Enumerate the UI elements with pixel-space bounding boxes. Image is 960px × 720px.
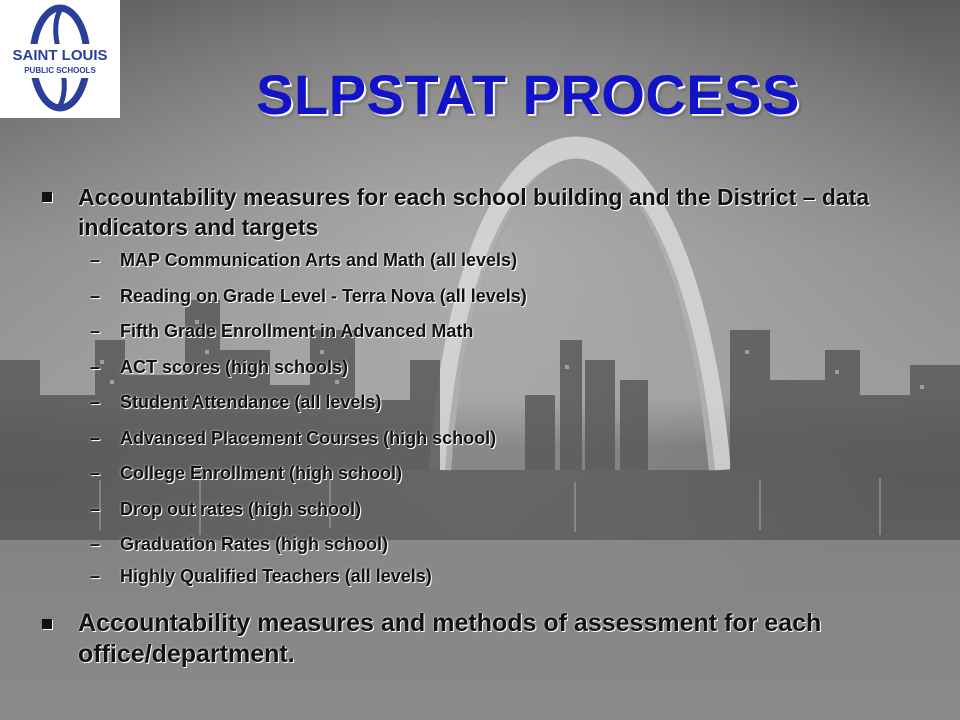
bullet-school-measures xyxy=(38,182,930,242)
square-bullet-icon xyxy=(42,192,52,202)
list-item xyxy=(90,355,930,391)
bullet-text: Accountability measures and methods of assessment for each office/department. xyxy=(78,609,822,668)
list-item-text: Fifth Grade Enrollment in Advanced Math xyxy=(120,321,474,341)
list-item xyxy=(90,497,930,533)
bullet-office-measures xyxy=(38,608,930,670)
slide-title: SLPSTAT PROCESS xyxy=(256,63,800,126)
list-item xyxy=(90,390,930,426)
list-item xyxy=(90,284,930,320)
list-item-text: Drop out rates (high school) xyxy=(120,498,361,519)
dash-marker: – xyxy=(90,321,101,341)
dash-marker: – xyxy=(90,285,101,306)
list-item-text: Advanced Placement Courses (high school) xyxy=(120,427,497,448)
bullet-text: Accountability measures for each school building and the District – data indicators and targets xyxy=(78,184,870,240)
list-item-text: Graduation Rates (high school) xyxy=(120,534,389,554)
dash-marker: – xyxy=(90,534,101,554)
dash-marker: – xyxy=(90,427,101,448)
list-item xyxy=(90,319,930,355)
list-item-text: Highly Qualified Teachers (all levels) xyxy=(120,566,432,586)
list-item xyxy=(90,564,930,596)
dash-marker: – xyxy=(90,356,101,377)
list-item xyxy=(90,461,930,497)
list-item-text: Reading on Grade Level - Terra Nova (all levels) xyxy=(120,285,527,306)
list-item xyxy=(90,248,930,284)
dash-marker: – xyxy=(90,250,101,270)
logo-line-2: PUBLIC SCHOOLS xyxy=(24,66,96,75)
list-item-text: MAP Communication Arts and Math (all levels) xyxy=(120,250,518,270)
dash-marker: – xyxy=(90,498,101,519)
list-item xyxy=(90,532,930,564)
list-item-text: ACT scores (high schools) xyxy=(120,356,349,377)
list-item-text: College Enrollment (high school) xyxy=(120,463,403,483)
dash-marker: – xyxy=(90,392,101,412)
slide-body xyxy=(38,182,930,670)
logo-line-1: SAINT LOUIS xyxy=(12,47,108,64)
indicator-list xyxy=(38,248,930,596)
square-bullet-icon xyxy=(42,619,52,629)
list-item-text: Student Attendance (all levels) xyxy=(120,392,382,412)
list-item xyxy=(90,426,930,462)
dash-marker: – xyxy=(90,463,101,483)
dash-marker: – xyxy=(90,566,101,586)
